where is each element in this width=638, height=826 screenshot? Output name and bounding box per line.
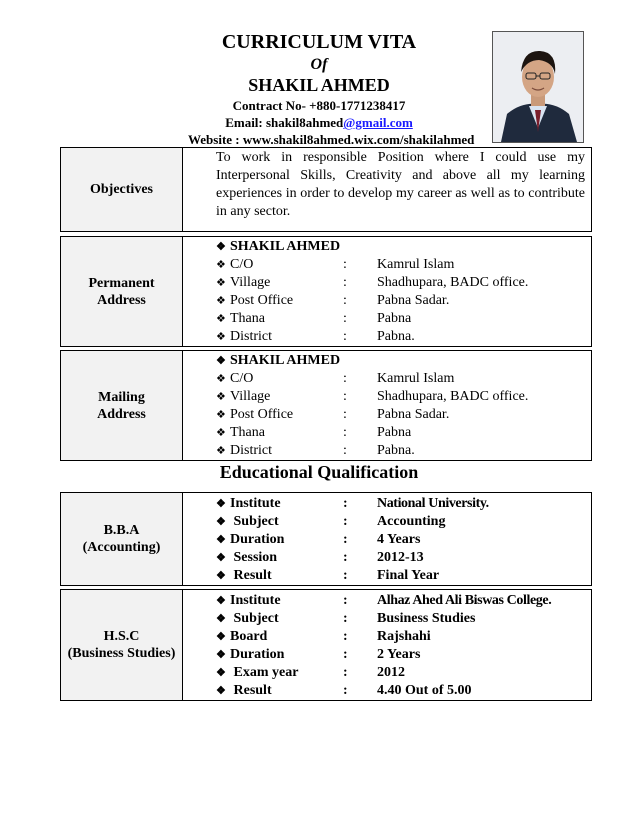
mailing-row: ❖ District : Pabna. — [216, 443, 415, 458]
bba-label: B.B.A (Accounting) — [61, 493, 183, 585]
email-link[interactable]: @gmail.com — [343, 115, 413, 130]
diamond-bullet-icon: ❖ — [216, 667, 226, 679]
diamond-bullet-icon: ❖ — [216, 331, 226, 343]
bba-row: ❖ Result : Final Year — [216, 568, 440, 583]
hsc-row: ❖ Exam year : 2012 — [216, 665, 405, 680]
permanent-row: ❖ District : Pabna. — [216, 329, 415, 344]
objectives-section — [60, 147, 592, 232]
permanent-row: ❖ Thana : Pabna — [216, 311, 412, 326]
bba-row: ❖ Duration : 4 Years — [216, 532, 421, 547]
diamond-bullet-icon: ❖ — [216, 685, 226, 697]
hsc-row: ❖ Result : 4.40 Out of 5.00 — [216, 683, 472, 698]
email-text: Email: shakil8ahmed — [225, 115, 344, 130]
hsc-row: ❖ Board : Rajshahi — [216, 629, 431, 644]
title-of: Of — [310, 56, 328, 73]
diamond-bullet-icon: ❖ — [216, 313, 226, 325]
permanent-address-section — [60, 236, 592, 347]
mailing-address-section — [60, 350, 592, 461]
hsc-content — [216, 592, 585, 700]
permanent-row: ❖ Post Office : Pabna Sadar. — [216, 293, 450, 308]
objectives-text: To work in responsible Position where I could use my Interpersonal Skills, Creativity and above all my learning experiences in order to develop my career as well as to contribute in any sector. — [216, 150, 585, 219]
diamond-bullet-icon: ❖ — [216, 649, 226, 661]
permanent-row: ❖ Village : Shadhupara, BADC office. — [216, 275, 529, 290]
diamond-bullet-icon: ❖ — [216, 534, 226, 546]
website-line: Website : www.shakil8ahmed.wix.com/shakilahmed — [188, 132, 475, 147]
permanent-name-row: ❖ SHAKIL AHMED — [216, 239, 341, 254]
mailing-name-row: ❖ SHAKIL AHMED — [216, 353, 341, 368]
diamond-bullet-icon: ❖ — [216, 595, 226, 607]
mailing-row: ❖ Post Office : Pabna Sadar. — [216, 407, 450, 422]
diamond-bullet-icon: ❖ — [216, 631, 226, 643]
diamond-bullet-icon: ❖ — [216, 516, 226, 528]
diamond-bullet-icon: ❖ — [216, 445, 226, 457]
hsc-row: ❖ Institute : Alhaz Ahed Ali Biswas College. — [216, 593, 552, 608]
objectives-label: Objectives — [61, 148, 183, 231]
candidate-name: SHAKIL AHMED — [248, 75, 390, 95]
bba-row: ❖ Institute : National University. — [216, 496, 489, 511]
bba-content — [216, 495, 585, 585]
hsc-row: ❖ Subject : Business Studies — [216, 611, 476, 626]
contact-number: Contract No- +880-1771238417 — [232, 98, 406, 113]
profile-photo — [492, 31, 584, 143]
diamond-bullet-icon: ❖ — [216, 373, 226, 385]
diamond-bullet-icon: ❖ — [216, 241, 226, 253]
mailing-address-label: Mailing Address — [61, 351, 183, 460]
bba-row: ❖ Session : 2012-13 — [216, 550, 424, 565]
permanent-address-label: Permanent Address — [61, 237, 183, 346]
mailing-row: ❖ Thana : Pabna — [216, 425, 412, 440]
diamond-bullet-icon: ❖ — [216, 552, 226, 564]
diamond-bullet-icon: ❖ — [216, 295, 226, 307]
diamond-bullet-icon: ❖ — [216, 613, 226, 625]
hsc-section — [60, 589, 592, 701]
diamond-bullet-icon: ❖ — [216, 277, 226, 289]
hsc-label: H.S.C (Business Studies) — [61, 590, 183, 700]
permanent-row: ❖ C/O : Kamrul Islam — [216, 257, 455, 272]
mailing-row: ❖ Village : Shadhupara, BADC office. — [216, 389, 529, 404]
diamond-bullet-icon: ❖ — [216, 570, 226, 582]
mailing-address-content — [216, 352, 585, 460]
diamond-bullet-icon: ❖ — [216, 427, 226, 439]
permanent-address-content — [216, 238, 585, 346]
document-title: CURRICULUM VITA — [221, 31, 417, 53]
diamond-bullet-icon: ❖ — [216, 259, 226, 271]
diamond-bullet-icon: ❖ — [216, 498, 226, 510]
mailing-row: ❖ C/O : Kamrul Islam — [216, 371, 455, 386]
diamond-bullet-icon: ❖ — [216, 409, 226, 421]
diamond-bullet-icon: ❖ — [216, 355, 226, 367]
hsc-row: ❖ Duration : 2 Years — [216, 647, 421, 662]
bba-section — [60, 492, 592, 586]
bba-row: ❖ Subject : Accounting — [216, 514, 446, 529]
diamond-bullet-icon: ❖ — [216, 391, 226, 403]
education-heading: Educational Qualification — [219, 462, 419, 482]
